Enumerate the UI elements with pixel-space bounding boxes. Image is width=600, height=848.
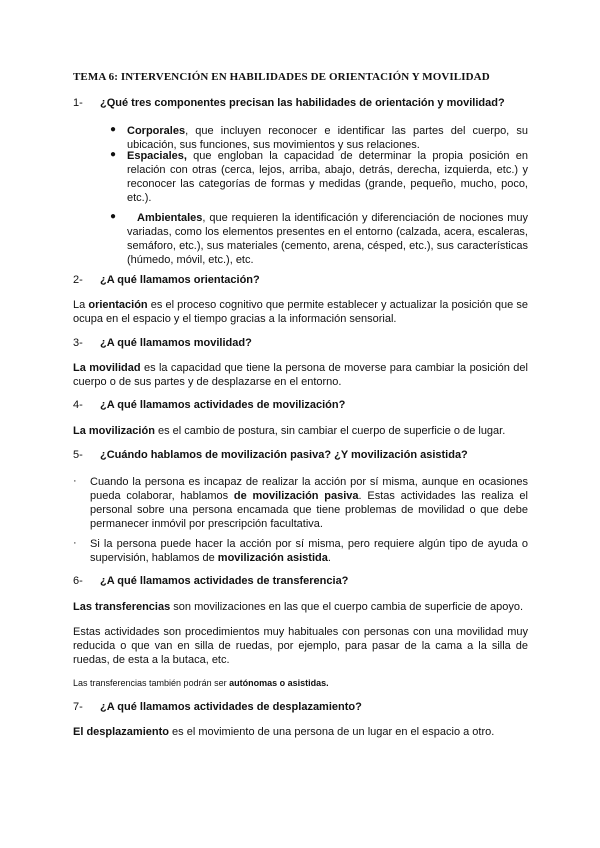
list-item-text: que engloban la capacidad de determinar la propia posición en relación con otras (cerca, lejos, arriba, abajo, detrás, derecha, izquierda, etc.) y reconocer las categorías de formas y medidas (grande, pequeño, mucho, poco, etc.). [127, 150, 528, 204]
answer-text: es el proceso cognitivo que permite establecer y actualizar la posición que se ocupa en el espacio y el tiempo gracias a la información sensorial. [73, 299, 528, 325]
question-number: 5- [73, 449, 83, 461]
list-item-term: Corporales [127, 125, 186, 137]
question-number: 6- [73, 575, 83, 587]
list-item-text: . [327, 552, 331, 564]
answer-paragraph [73, 725, 528, 739]
list-item-text: , que requieren la identificación y diferenciación de nociones muy variadas, como los elementos presentes en el entorno (calzada, acera, escaleras, semáforo, etc.), sus materiales (cemento, arena, césped, etc.), sus características (húmedo, móvil, etc.), etc. [127, 212, 528, 266]
question-4 [73, 399, 345, 411]
answer-text: es el cambio de postura, sin cambiar el cuerpo de superficie o de lugar. [154, 425, 506, 437]
question-text: ¿A qué llamamos actividades de transferencia? [100, 575, 349, 587]
question-number: 1- [73, 97, 83, 109]
list-item-text: Cuando la persona es incapaz de realizar la acción por sí misma, aunque en ocasiones pueda colaborar, hablamos [90, 476, 528, 502]
question-text: ¿A qué llamamos orientación? [100, 274, 260, 286]
question-text: ¿A qué llamamos actividades de desplazamiento? [100, 701, 362, 713]
question-text: ¿A qué llamamos actividades de movilización? [100, 399, 346, 411]
question-1 [73, 97, 505, 109]
list-item-text: . Estas actividades las realiza el personal sobre una persona encamada que tiene problemas de movilidad o que debe permanecer inmóvil por prescripción facultativa. [90, 490, 528, 530]
question-text: ¿A qué llamamos movilidad? [100, 337, 252, 349]
question-6 [73, 575, 348, 587]
question-2 [73, 274, 260, 286]
list-item-text: Si la persona puede hacer la acción por sí misma, pero requiere algún tipo de ayuda o supervisión, hablamos de [90, 538, 528, 564]
answer-paragraph: Estas actividades son procedimientos muy habituales con personas con una movilidad muy reducida o que van en silla de ruedas, por ejemplo, para pasar de la cama a la silla de ruedas, de esta a la butaca, etc. [73, 626, 528, 666]
document-title: TEMA 6: INTERVENCIÓN EN HABILIDADES DE ORIENTACIÓN Y MOVILIDAD [73, 71, 490, 83]
list-item-term: movilización asistida [217, 552, 328, 564]
answer-text: son movilizaciones en las que el cuerpo cambia de superficie de apoyo. [170, 601, 524, 613]
answer-paragraph [73, 298, 528, 326]
question-number: 4- [73, 399, 83, 411]
answer-term: orientación [88, 299, 148, 311]
answer-term: Las transferencias [73, 601, 171, 613]
question-7 [73, 701, 362, 713]
note-pre: Las transferencias también podrán ser [73, 678, 230, 688]
list-item-term: de movilización pasiva [233, 490, 359, 502]
answer-paragraph [73, 361, 528, 389]
question-number: 2- [73, 274, 83, 286]
answer-term: El desplazamiento [73, 726, 169, 738]
question-text: ¿Qué tres componentes precisan las habilidades de orientación y movilidad? [100, 97, 505, 109]
bullet-icon: ● [110, 211, 117, 222]
answer-paragraph [73, 424, 528, 438]
list-item-term: Ambientales [137, 212, 203, 224]
answer-term: La movilidad [73, 362, 141, 374]
answer-term: La movilización [73, 425, 155, 437]
note-term: autónomas o asistidas. [229, 678, 329, 688]
question-number: 3- [73, 337, 83, 349]
question-5 [73, 449, 468, 461]
answer-text: es la capacidad que tiene la persona de moverse para cambiar la posición del cuerpo o de sus partes y de desplazarse en el entorno. [73, 362, 528, 388]
dash-icon: · [73, 475, 77, 487]
list-item-term: Espaciales, [127, 150, 187, 162]
bullet-icon: ● [110, 149, 117, 160]
question-3 [73, 337, 252, 349]
list-item-text: , que incluyen reconocer e identificar las partes del cuerpo, su ubicación, sus funciones, sus movimientos y sus relaciones. [127, 125, 528, 151]
question-number: 7- [73, 701, 83, 713]
answer-paragraph [73, 600, 528, 614]
answer-text: es el movimiento de una persona de un lugar en el espacio a otro. [168, 726, 495, 738]
answer-text: La [73, 299, 89, 311]
bullet-icon: ● [110, 124, 117, 135]
note-text [73, 678, 329, 688]
question-text: ¿Cuándo hablamos de movilización pasiva? ¿Y movilización asistida? [100, 449, 468, 461]
dash-icon: · [73, 537, 77, 549]
